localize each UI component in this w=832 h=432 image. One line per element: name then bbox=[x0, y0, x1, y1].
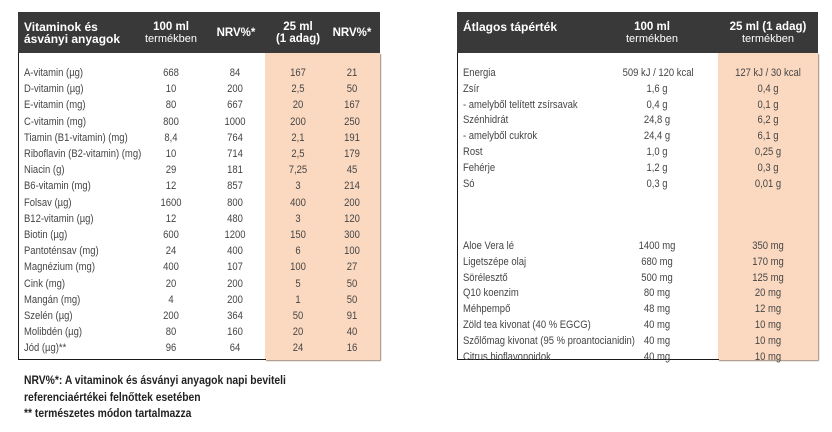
value-per100: 12 bbox=[165, 212, 177, 225]
table-row bbox=[18, 260, 380, 275]
table-row bbox=[18, 147, 380, 162]
value-per100: 668 bbox=[163, 67, 179, 79]
table-row bbox=[457, 82, 818, 97]
value-per100: 1,0 g bbox=[646, 146, 668, 158]
nrv-per25: 200 bbox=[344, 196, 360, 209]
table-row bbox=[457, 350, 818, 365]
table-row bbox=[18, 179, 380, 194]
value-per25: 3 bbox=[295, 180, 301, 193]
nrv-per25: 120 bbox=[344, 212, 360, 225]
value-per25: 2,5 bbox=[291, 83, 305, 96]
footnotes bbox=[24, 373, 286, 423]
table-row bbox=[18, 325, 380, 340]
nutrient-name: A-vitamin (µg) bbox=[24, 67, 84, 79]
value-per100: 400 bbox=[163, 261, 179, 274]
value-per25: 5 bbox=[295, 277, 301, 290]
nutrient-name: Citrus bioflavonoidok bbox=[463, 350, 551, 363]
value-per25: 20 mg bbox=[754, 287, 782, 300]
table-row bbox=[18, 196, 380, 211]
value-per100: 200 bbox=[163, 310, 179, 322]
nutrient-name: C-vitamin (mg) bbox=[24, 115, 87, 128]
header-per100: 100 ml termékben bbox=[145, 20, 197, 45]
table-row bbox=[457, 145, 818, 160]
value-per100: 10 bbox=[165, 83, 177, 96]
nutrient-name: Tiamin (B1-vitamin) (mg) bbox=[24, 131, 128, 144]
table-header bbox=[18, 12, 380, 53]
nrv-per100: 200 bbox=[227, 83, 243, 96]
value-per25: 400 bbox=[290, 196, 306, 209]
table-row bbox=[457, 129, 818, 144]
value-per25: 0,4 g bbox=[757, 82, 779, 95]
value-per100: 800 bbox=[163, 115, 179, 128]
value-per100: 1400 mg bbox=[638, 240, 676, 252]
value-per25: 0,3 g bbox=[757, 161, 779, 174]
value-per25: 12 mg bbox=[754, 303, 782, 316]
nrv-per100: 400 bbox=[227, 245, 243, 258]
nrv-per100: 64 bbox=[229, 342, 241, 355]
vitamins-minerals-table bbox=[18, 12, 380, 362]
nrv-per25: 250 bbox=[344, 115, 360, 128]
nrv-per100: 800 bbox=[227, 196, 243, 209]
nutrition-table bbox=[457, 12, 818, 362]
value-per25: 2,1 bbox=[291, 131, 305, 144]
table-row bbox=[457, 113, 818, 128]
nutrient-name: Niacin (g) bbox=[24, 164, 65, 177]
nutrient-name: Pantoténsav (mg) bbox=[24, 245, 99, 258]
value-per25: 24 bbox=[292, 342, 304, 355]
nutrient-name: Riboflavin (B2-vitamin) (mg) bbox=[24, 148, 142, 160]
nutrient-name: Szénhidrát bbox=[463, 114, 509, 127]
value-per100: 600 bbox=[163, 229, 179, 241]
value-per100: 1,6 g bbox=[646, 82, 668, 95]
table-row bbox=[18, 309, 380, 324]
value-per100: 509 kJ / 120 kcal bbox=[622, 67, 694, 79]
nrv-per100: 200 bbox=[227, 277, 243, 290]
nrv-per25: 91 bbox=[346, 310, 358, 322]
nrv-per25: 40 bbox=[346, 326, 358, 339]
footnote-natural: ** természetes módon tartalmazza bbox=[24, 408, 192, 420]
nrv-per100: 1200 bbox=[224, 229, 246, 241]
nutrient-name: Szelén (µg) bbox=[24, 310, 73, 322]
nutrient-name: Magnézium (mg) bbox=[24, 261, 95, 274]
value-per25: 125 mg bbox=[752, 271, 784, 284]
table-row bbox=[18, 115, 380, 130]
nutrient-name: Molibdén (µg) bbox=[24, 326, 83, 339]
table-row bbox=[457, 271, 818, 286]
nutrient-name: Biotin (µg) bbox=[24, 229, 68, 241]
header-nrv25: NRV%* bbox=[332, 26, 372, 39]
value-per25: 6,1 g bbox=[757, 130, 779, 143]
value-per100: 80 mg bbox=[643, 287, 671, 300]
value-per100: 40 mg bbox=[643, 319, 671, 331]
value-per100: 8,4 bbox=[164, 131, 178, 144]
value-per25: 167 bbox=[290, 67, 306, 79]
value-per100: 96 bbox=[165, 342, 177, 355]
nutrient-name: - amelyből telített zsírsavak bbox=[463, 98, 578, 111]
nrv-per100: 714 bbox=[227, 148, 243, 160]
value-per25: 0,1 g bbox=[757, 98, 779, 111]
value-per100: 80 bbox=[165, 99, 177, 112]
nrv-per25: 179 bbox=[344, 148, 360, 160]
value-per25: 100 bbox=[290, 261, 306, 274]
nutrient-name: Méhpempő bbox=[463, 303, 511, 316]
table-row bbox=[457, 286, 818, 301]
nutrient-name: - amelyből cukrok bbox=[463, 130, 538, 143]
value-per100: 680 mg bbox=[641, 255, 673, 268]
table-row bbox=[18, 228, 380, 243]
nutrient-name: D-vitamin (µg) bbox=[24, 83, 84, 96]
value-per100: 24,4 g bbox=[643, 130, 671, 143]
nutrient-name: Jód (µg)** bbox=[24, 342, 67, 355]
nrv-per25: 50 bbox=[346, 277, 358, 290]
value-per25: 2,5 bbox=[291, 148, 305, 160]
value-per100: 48 mg bbox=[643, 303, 671, 316]
value-per25: 20 bbox=[292, 99, 304, 112]
value-per100: 20 bbox=[165, 277, 177, 290]
table-row bbox=[18, 244, 380, 259]
header-per25: 25 ml (1 adag) bbox=[275, 20, 321, 45]
nutrient-name: Fehérje bbox=[463, 161, 496, 174]
value-per25: 0,01 g bbox=[754, 177, 782, 190]
table-row bbox=[18, 212, 380, 227]
nutrient-name: Folsav (µg) bbox=[24, 196, 72, 209]
table-row bbox=[18, 293, 380, 308]
footnote-nrv: NRV%*: A vitaminok és ásványi anyagok napi beviteli bbox=[24, 375, 286, 387]
nrv-per100: 667 bbox=[227, 99, 243, 112]
nrv-per100: 364 bbox=[227, 310, 243, 322]
nutrient-name: Szőlőmag kivonat (95 % proantocianidin) bbox=[463, 334, 635, 347]
table-row bbox=[457, 98, 818, 113]
header-name: Átlagos tápérték bbox=[463, 19, 558, 34]
nrv-per25: 167 bbox=[344, 99, 360, 112]
header-per25: 25 ml (1 adag) termékben bbox=[729, 20, 807, 45]
table-row bbox=[457, 177, 818, 192]
value-per100: 4 bbox=[168, 293, 174, 306]
value-per100: 24,8 g bbox=[643, 114, 671, 127]
nutrient-name: E-vitamin (mg) bbox=[24, 99, 86, 112]
value-per25: 200 bbox=[290, 115, 306, 128]
value-per100: 10 bbox=[165, 148, 177, 160]
nutrient-name: Só bbox=[463, 177, 475, 190]
value-per100: 80 bbox=[165, 326, 177, 339]
value-per100: 40 mg bbox=[643, 334, 671, 347]
nrv-per25: 300 bbox=[344, 229, 360, 241]
value-per100: 1,2 g bbox=[646, 161, 668, 174]
value-per100: 500 mg bbox=[641, 271, 673, 284]
value-per25: 127 kJ / 30 kcal bbox=[735, 67, 801, 79]
nutrient-name: Sörélesztő bbox=[463, 271, 508, 284]
nrv-per100: 1000 bbox=[224, 115, 246, 128]
value-per25: 10 mg bbox=[754, 350, 782, 363]
nrv-per100: 200 bbox=[227, 293, 243, 306]
value-per25: 350 mg bbox=[752, 240, 784, 252]
table-row bbox=[457, 239, 818, 254]
value-per25: 170 mg bbox=[752, 255, 784, 268]
nrv-per100: 107 bbox=[227, 261, 243, 274]
value-per25: 1 bbox=[295, 293, 301, 306]
nutrient-name: Energia bbox=[463, 67, 496, 79]
value-per100: 24 bbox=[165, 245, 177, 258]
nrv-per25: 21 bbox=[346, 67, 358, 79]
footnote-nrv-cont: referenciaértékei felnőttek esetében bbox=[24, 391, 201, 404]
header-per100: 100 ml termékben bbox=[626, 20, 678, 45]
nrv-per25: 50 bbox=[346, 83, 358, 96]
nrv-per25: 16 bbox=[346, 342, 358, 355]
nrv-per100: 857 bbox=[227, 180, 243, 193]
table-row bbox=[457, 66, 818, 81]
value-per25: 0,25 g bbox=[754, 146, 782, 158]
value-per25: 10 mg bbox=[754, 334, 782, 347]
value-per25: 150 bbox=[290, 229, 306, 241]
nrv-per25: 191 bbox=[344, 131, 360, 144]
nrv-per25: 27 bbox=[346, 261, 358, 274]
table-row bbox=[18, 131, 380, 146]
value-per25: 6 bbox=[295, 245, 301, 258]
value-per100: 0,4 g bbox=[646, 98, 668, 111]
header-name: Vitaminok és ásványi anyagok bbox=[24, 19, 121, 46]
nutrient-name: Mangán (mg) bbox=[24, 293, 81, 306]
table-row bbox=[18, 66, 380, 81]
table-row bbox=[457, 318, 818, 333]
header-nrv100: NRV%* bbox=[216, 26, 256, 39]
nutrient-name: Zöld tea kivonat (40 % EGCG) bbox=[463, 319, 591, 331]
nrv-per100: 181 bbox=[227, 164, 243, 177]
nrv-per25: 100 bbox=[344, 245, 360, 258]
nutrient-name: Q10 koenzim bbox=[463, 287, 519, 300]
nrv-per100: 160 bbox=[227, 326, 243, 339]
nrv-per100: 480 bbox=[227, 212, 243, 225]
nutrient-name: Zsír bbox=[463, 82, 480, 95]
value-per25: 50 bbox=[292, 310, 304, 322]
nutrient-name: Cink (mg) bbox=[24, 277, 65, 290]
value-per100: 40 mg bbox=[643, 350, 671, 363]
table-header bbox=[457, 12, 818, 53]
value-per100: 12 bbox=[165, 180, 177, 193]
value-per25: 20 bbox=[292, 326, 304, 339]
nutrient-name: B6-vitamin (mg) bbox=[24, 180, 91, 193]
nrv-per25: 214 bbox=[344, 180, 360, 193]
nutrient-name: Ligetszépe olaj bbox=[463, 255, 527, 268]
nrv-per25: 50 bbox=[346, 293, 358, 306]
table-row bbox=[457, 255, 818, 270]
value-per25: 7,25 bbox=[288, 164, 308, 177]
table-row bbox=[18, 163, 380, 178]
nutrient-name: Rost bbox=[463, 146, 483, 158]
table-row bbox=[457, 302, 818, 317]
value-per25: 3 bbox=[295, 212, 301, 225]
nrv-per100: 84 bbox=[229, 67, 241, 79]
table-row bbox=[18, 98, 380, 113]
table-row bbox=[18, 341, 380, 356]
value-per25: 6,2 g bbox=[757, 114, 779, 127]
table-row bbox=[18, 277, 380, 292]
value-per100: 29 bbox=[165, 164, 177, 177]
table-row bbox=[18, 82, 380, 97]
value-per100: 0,3 g bbox=[646, 177, 668, 190]
nutrient-name: Aloe Vera lé bbox=[463, 240, 515, 252]
value-per25: 10 mg bbox=[754, 319, 782, 331]
nutrient-name: B12-vitamin (µg) bbox=[24, 212, 94, 225]
nrv-per100: 764 bbox=[227, 131, 243, 144]
table-row bbox=[457, 334, 818, 349]
table-row bbox=[457, 161, 818, 176]
value-per100: 1600 bbox=[160, 196, 182, 209]
nrv-per25: 45 bbox=[346, 164, 358, 177]
